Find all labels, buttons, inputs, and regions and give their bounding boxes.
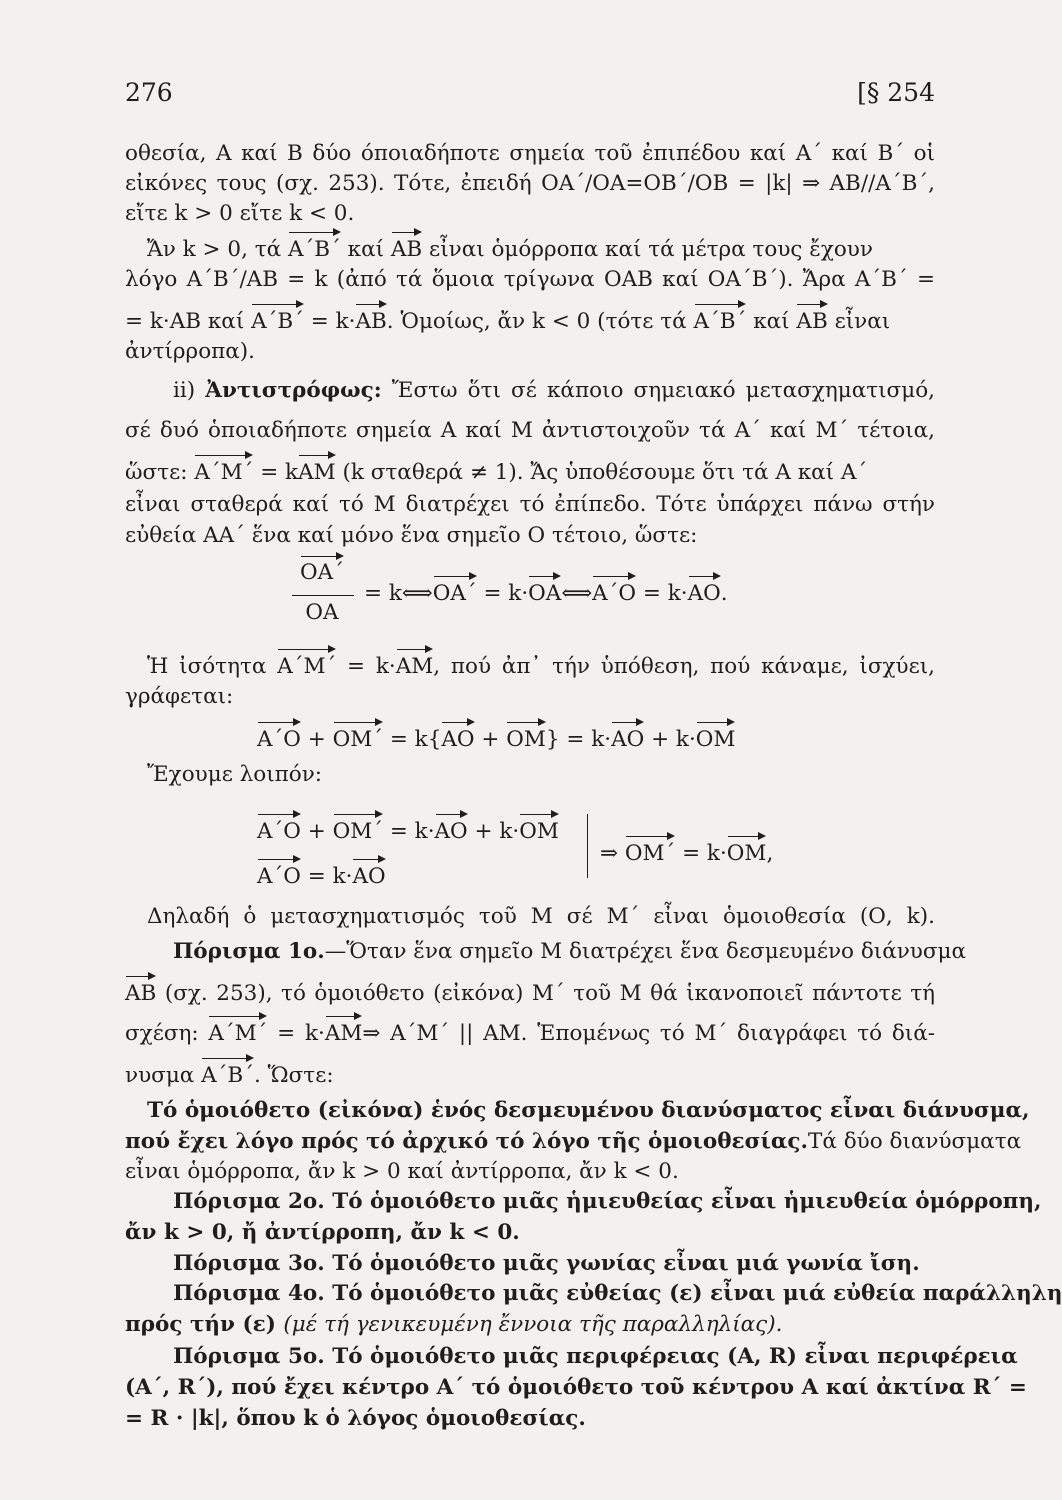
text-run: Τό ὁμοιόθετο μιᾶς ἡμιευθείας εἶναι ἡμιευθεία ὁμόρροπη, [324, 1189, 1042, 1214]
vector-symbol: Α΄Β΄ [693, 309, 747, 334]
text-line: Ἔχουμε λοιπόν: [147, 762, 323, 787]
fraction-denominator [292, 600, 352, 625]
vector-symbol: Α΄Ο [257, 727, 301, 752]
text-run: —Ὅταν ἕνα σημεῖο Μ διατρέχει ἕνα δεσμευμένο διάνυσμα [324, 939, 967, 964]
text-run: = k· [267, 1021, 325, 1046]
text-run: Ἔστω ὅτι σέ κάποιο σημειακό μετασχηματισμό, [381, 378, 935, 403]
text-run: = k· [303, 309, 356, 334]
text-line [125, 1020, 935, 1048]
vector-symbol: ΟΜ [519, 819, 559, 844]
text-run: = k·ΑΒ καί [125, 309, 252, 334]
text-line [125, 459, 935, 487]
text-run: Τό ὁμοιόθετο μιᾶς γωνίας εἶναι μιά γωνία ἴση. [324, 1251, 920, 1276]
vector-symbol: Α΄Ο [257, 864, 301, 889]
text-run: = k⟺ [364, 581, 433, 606]
text-line: Δηλαδή ὁ μετασχηματισμός τοῦ Μ σέ Μ΄ εἶναι ὁμοιοθεσία (Ο, k). [147, 904, 935, 929]
text-line: εἶναι σταθερά καί τό Μ διατρέχει τό ἐπίπεδο. Τότε ὑπάρχει πάνω στήν [125, 492, 935, 517]
text-line: εὐθεία ΑΑ΄ ἕνα καί μόνο ἕνα σημεῖο Ο τέτοιο, ὥστε: [125, 523, 698, 548]
text-line [147, 236, 935, 264]
text-run: = k· [476, 581, 529, 606]
text-run: Τά δύο διανύσματα [808, 1129, 1022, 1154]
bold-statement: πού ἔχει λόγο πρός τό ἀρχικό τό λόγο τῆς ὁμοιοθεσίας. [125, 1129, 809, 1154]
vector-symbol: ΑΟ [434, 819, 468, 844]
text-run: ii) [173, 378, 206, 403]
text-run: + k· [644, 727, 696, 752]
vector-symbol: Α΄Μ΄ [194, 460, 254, 485]
text-run: , πού ἀπ᾿ τήν ὑπόθεση, πού κάναμε, ἰσχύει, [433, 654, 935, 679]
vector-symbol: ΑΒ [390, 237, 423, 262]
text-run: πρός τήν (ε) [125, 1312, 284, 1337]
text-line [125, 308, 935, 336]
text-run: = k [253, 460, 299, 485]
vector-symbol: ΑΒ [355, 309, 387, 334]
equation-line [364, 580, 864, 608]
vector-symbol: ΑΜ [298, 460, 336, 485]
text-run: + [474, 727, 507, 752]
vector-symbol: Α΄Μ΄ [208, 1021, 268, 1046]
text-run: , [766, 841, 774, 866]
text-line [173, 1343, 1018, 1371]
text-line [173, 938, 967, 966]
text-run: ΟΑ [305, 600, 339, 625]
text-line: σέ δυό ὁποιαδήποτε σημεία Α καί Μ ἀντιστοιχοῦν τά Α΄ καί Μ΄ τέτοια, [125, 418, 935, 443]
system-bracket [587, 814, 588, 878]
vector-symbol: ΟΜ [506, 727, 546, 752]
text-line: (Α΄, R΄), πού ἔχει κέντρο Α΄ τό ὁμοιόθετο τοῦ κέντρου Α καί ἀκτίνα R΄ = [125, 1375, 1027, 1400]
text-run: . Ὥστε: [253, 1063, 334, 1088]
italic-note: (μέ τή γενικευμένη ἔννοια τῆς παραλληλίας). [283, 1312, 783, 1337]
text-run: = k· [336, 654, 396, 679]
text-run: εἶναι ὁμόρροπα καί τά μέτρα τους ἔχουν [422, 237, 873, 262]
text-run: Τό ὁμοιόθετο μιᾶς εὐθείας (ε) εἶναι μιά εὐθεία παράλληλη [324, 1281, 1062, 1306]
text-run: νυσμα [125, 1063, 202, 1088]
text-run: ⇒ [600, 841, 625, 866]
vector-symbol: Α΄Ο [257, 819, 301, 844]
text-run: καί [340, 237, 391, 262]
text-line [173, 377, 935, 405]
vector-symbol: ΑΟ [441, 727, 475, 752]
text-line [125, 1311, 935, 1339]
text-run: . Ὁμοίως, ἄν k < 0 (τότε τά [386, 309, 694, 334]
corollary-heading: Πόρισμα 2ο. [173, 1189, 325, 1214]
text-run: = k· [675, 841, 727, 866]
text-run: = k{ [382, 727, 442, 752]
text-line: ἀντίρροπα). [125, 339, 256, 364]
vector-symbol: Α΄Β΄ [251, 309, 304, 334]
text-run: (σχ. 253), τό ὁμοιόθετο (εἰκόνα) Μ΄ τοῦ Μ θά ἱκανοποιεῖ πάντοτε τή [156, 981, 935, 1006]
text-run: ⇒ Α΄Μ΄ || ΑΜ. Ἑπομένως τό Μ΄ διαγράφει τό διά- [362, 1021, 936, 1046]
vector-symbol: ΟΑ΄ [300, 560, 344, 585]
text-run: ὥστε: [125, 460, 195, 485]
equation-line [257, 726, 797, 754]
text-run: = k· [382, 819, 435, 844]
text-line: = R · |k|, ὅπου k ὁ λόγος ὁμοιοθεσίας. [125, 1406, 586, 1431]
text-line [147, 653, 935, 681]
corollary-heading: Πόρισμα 3ο. [173, 1251, 325, 1276]
text-line: λόγο Α΄Β΄/ΑΒ = k (ἀπό τά ὅμοια τρίγωνα ΟΑΒ καί ΟΑ΄Β΄). Ἄρα Α΄Β΄ = [125, 267, 935, 292]
vector-symbol: ΟΜ [695, 727, 736, 752]
vector-symbol: ΑΟ [611, 727, 645, 752]
text-run: Τό ὁμοιόθετο μιᾶς περιφέρειας (Α, R) εἶναι περιφέρεια [324, 1344, 1018, 1369]
text-line: ἄν k > 0, ἤ ἀντίρροπη, ἄν k < 0. [125, 1220, 520, 1245]
text-line: εἴτε k > 0 εἴτε k < 0. [125, 201, 355, 226]
equation-line [257, 818, 587, 846]
vector-symbol: Α΄Ο [592, 581, 637, 606]
text-line [125, 1128, 1022, 1156]
vector-symbol: ΑΒ [796, 309, 828, 334]
text-line [173, 1250, 935, 1278]
text-run: = k· [300, 864, 353, 889]
text-run: + [300, 819, 333, 844]
fraction-bar [292, 595, 354, 596]
corollary-heading: Πόρισμα 4ο. [173, 1281, 325, 1306]
equation-line [257, 863, 557, 891]
vector-symbol: ΟΜ΄ [332, 727, 383, 752]
text-run: = k· [636, 581, 688, 606]
corollary-heading: Πόρισμα 5ο. [173, 1344, 325, 1369]
vector-symbol: ΟΑ΄ [432, 581, 477, 606]
text-line: Τό ὁμοιόθετο (εἰκόνα) ἑνός δεσμευμένου διανύσματος εἶναι διάνυσμα, [147, 1098, 1030, 1123]
page-header [125, 78, 935, 118]
text-line: εἰκόνες τους (σχ. 253). Τότε, ἐπειδή ΟΑ΄/ΟΑ=ΟΒ΄/ΟΒ = |k| ⇒ ΑΒ//Α΄Β΄, [125, 171, 935, 196]
bold-term: Ἀντιστρόφως: [205, 378, 382, 403]
text-line [173, 1188, 1042, 1216]
text-line: εἶναι ὁμόρροπα, ἄν k > 0 καί ἀντίρροπα, ἄν k < 0. [125, 1159, 679, 1184]
text-line [125, 980, 935, 1008]
vector-symbol: ΑΜ [324, 1021, 363, 1046]
corollary-heading: Πόρισμα 1ο. [173, 939, 325, 964]
vector-symbol: ΟΜ [726, 841, 767, 866]
page-number: 276 [125, 78, 173, 107]
vector-symbol: ΑΟ [352, 864, 386, 889]
vector-symbol: Α΄Β΄ [288, 237, 341, 262]
text-run: . [720, 581, 728, 606]
vector-symbol: Α΄Β΄ [201, 1063, 254, 1088]
vector-symbol: ΑΟ [687, 581, 721, 606]
text-line: οθεσία, Α καί Β δύο όποιαδήποτε σημεία τοῦ ἐπιπέδου καί Α΄ καί Β΄ οἱ [125, 141, 935, 166]
text-run: ⟺ [561, 581, 593, 606]
text-run: + k· [467, 819, 520, 844]
text-run: Ἡ ἰσότητα [147, 654, 278, 679]
text-run: } = k· [545, 727, 612, 752]
text-line [173, 1280, 1062, 1308]
fraction-numerator [292, 560, 352, 585]
vector-symbol: ΟΑ [528, 581, 562, 606]
text-run: Ἄν k > 0, τά [147, 237, 288, 262]
text-run: + [300, 727, 333, 752]
vector-symbol: ΟΜ΄ [332, 819, 383, 844]
text-run: σχέση: [125, 1021, 209, 1046]
vector-symbol: ΟΜ΄ [624, 841, 676, 866]
text-run: (k σταθερά ≠ 1). Ἄς ὑποθέσουμε ὅτι τά Α καί Α΄ [335, 460, 868, 485]
text-run: εἶναι [827, 309, 891, 334]
vector-symbol: ΑΒ [125, 981, 157, 1006]
equation-line [600, 840, 860, 868]
text-line [125, 1062, 935, 1090]
vector-symbol: Α΄Μ΄ [277, 654, 337, 679]
section-reference: [§ 254 [857, 78, 935, 107]
text-line: γράφεται: [125, 684, 234, 709]
vector-symbol: ΑΜ [395, 654, 434, 679]
text-run: καί [746, 309, 797, 334]
